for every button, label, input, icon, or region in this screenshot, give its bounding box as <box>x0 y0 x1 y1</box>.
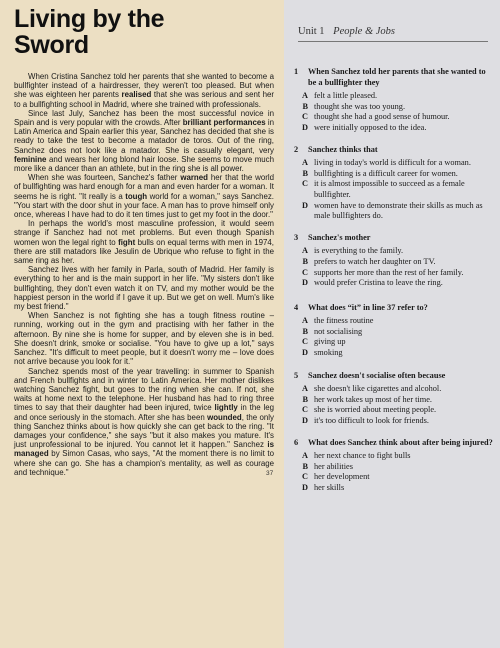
highlighted-word: brilliant performances <box>182 118 266 128</box>
answer-option <box>294 348 494 359</box>
text-run: by Simon Casas, who says, "At the moment there is no limit to where she can go. She has a champion's mentality, as well as courage and technique." <box>14 449 274 477</box>
option-text: the fitness routine <box>314 316 374 326</box>
article-body <box>14 72 274 477</box>
text-run: Sanchez lives with her family in Parla, south of Madrid. Her family is everything to her and is the main support in her life. "My sisters don't like bullfighting, they don't even watch it on TV, and my mother would be the happiest person in the world if I gave it up. But we get on well. Mum's like my best friend." <box>14 265 274 312</box>
option-letter: B <box>302 326 308 336</box>
line-number-marker: 37 <box>266 470 274 477</box>
question <box>294 67 494 134</box>
question-list <box>294 67 494 505</box>
answer-option <box>294 112 494 123</box>
option-letter: A <box>302 316 308 326</box>
option-letter: A <box>302 384 308 394</box>
unit-header <box>298 26 488 37</box>
text-run: When Sanchez is not fighting she has a tough fitness routine – running, working out in the gym and practising with her father in the afternoon. By nine she is home for supper, and by eleven she is in bed. She doesn't drink, smoke or socialise. "You have to give up a lot," says Sanchez. "It's difficult to meet people, but it doesn't worry me – love does not arrive because you look for it." <box>14 311 274 367</box>
answer-option <box>294 246 494 257</box>
question <box>294 303 494 359</box>
question-stem <box>294 438 494 449</box>
question-stem <box>294 303 494 314</box>
answer-option <box>294 462 494 473</box>
question-stem <box>294 233 494 244</box>
question <box>294 233 494 289</box>
option-text: felt a little pleased. <box>314 91 378 101</box>
option-letter: B <box>302 461 308 471</box>
option-letter: D <box>302 278 308 288</box>
unit-label: Unit 1 <box>298 26 325 37</box>
option-text: thought she had a good sense of humour. <box>314 112 450 122</box>
option-letter: D <box>302 200 308 210</box>
option-letter: D <box>302 416 308 426</box>
option-text: she doesn't like cigarettes and alcohol. <box>314 384 442 394</box>
option-text: her abilities <box>314 461 353 471</box>
option-letter: A <box>302 158 308 168</box>
highlighted-word: is managed <box>14 440 274 459</box>
question-number: 2 <box>294 144 299 154</box>
text-run: bulls on equal terms with men in 1974, there are still matadors like Jesulin de Ubrique who refuse to fight in the same ring as her. <box>14 237 274 266</box>
answer-option <box>294 91 494 102</box>
answer-option <box>294 472 494 483</box>
question-number: 4 <box>294 302 299 312</box>
answer-option <box>294 102 494 113</box>
highlighted-word: wounded <box>207 412 242 422</box>
question-number: 6 <box>294 437 299 447</box>
option-letter: A <box>302 451 308 461</box>
answer-option <box>294 416 494 427</box>
highlighted-word: feminine <box>14 154 47 164</box>
question-text: What does “it” in line 37 refer to? <box>308 302 428 312</box>
option-text: it is almost impossible to succeed as a female bullfighter. <box>314 179 465 199</box>
text-run: Since last July, Sanchez has been the most successful novice in Spain and is very popular with the crowds. After <box>14 108 274 128</box>
answer-option <box>294 483 494 494</box>
question-text: Sanchez doesn't socialise often because <box>308 370 446 380</box>
option-text: is everything to the family. <box>314 246 404 256</box>
question <box>294 145 494 222</box>
answer-option <box>294 257 494 268</box>
header-divider <box>298 41 488 42</box>
option-text: women have to demonstrate their skills as much as male bullfighters do. <box>314 200 483 221</box>
option-letter: D <box>302 122 308 132</box>
article-paragraph <box>14 265 274 311</box>
option-letter: B <box>302 256 308 266</box>
option-text: it's too difficult to look for friends. <box>314 416 429 426</box>
answer-option <box>294 316 494 327</box>
question-number: 5 <box>294 370 299 380</box>
option-text: bullfighting is a difficult career for women. <box>314 168 458 178</box>
question-number: 3 <box>294 232 299 242</box>
text-run: When she was fourteen, Sanchez's father <box>28 173 181 183</box>
answer-option <box>294 278 494 289</box>
text-run: world for a woman," says Sanchez. "You start with the door shut in your face. A man has to prove himself only once, whereas I have had to do it ten times just to get my foot in the door." <box>14 191 274 220</box>
answer-option <box>294 337 494 348</box>
answer-option <box>294 327 494 338</box>
text-run: Sanchez spends most of the year travelling: in summer to Spanish and French bullfights and in winter to Latin America. Her mother dislikes watching Sanchez fight, but goes to the ring when she can. If not, she waits at home next to the telephone. Her husband has had to ring three times to say that their daughter had been injured, twice <box>14 366 274 413</box>
article-title-line1: Living by the <box>14 5 165 33</box>
article-paragraph <box>14 72 274 109</box>
text-run: her that the world of bullfighting was hard enough for a man and even harder for a woman. It seems he is right. "It really is a <box>14 173 274 201</box>
option-letter: C <box>302 267 308 277</box>
option-text: prefers to watch her daughter on TV. <box>314 256 436 266</box>
option-text: she is worried about meeting people. <box>314 405 437 415</box>
option-text: her work takes up most of her time. <box>314 394 432 404</box>
question-text: Sanchez thinks that <box>308 144 378 154</box>
article-title-line2: Sword <box>14 31 89 59</box>
question <box>294 438 494 494</box>
question <box>294 371 494 427</box>
option-text: supports her more than the rest of her family. <box>314 267 464 277</box>
option-letter: C <box>302 472 308 482</box>
option-letter: D <box>302 348 308 358</box>
question-number: 1 <box>294 67 299 76</box>
option-text: smoking <box>314 348 343 358</box>
question-stem <box>294 145 494 156</box>
option-letter: A <box>302 91 308 101</box>
option-letter: B <box>302 168 308 178</box>
option-text: were initially opposed to the idea. <box>314 122 427 132</box>
option-letter: C <box>302 112 308 122</box>
option-text: not socialising <box>314 326 363 336</box>
article-title <box>14 6 164 58</box>
text-run: When Cristina Sanchez told her parents that she wanted to become a bullfighter instead of a hairdresser, they weren't too pleased. But when she was eighteen her parents <box>14 72 274 100</box>
answer-option <box>294 405 494 416</box>
option-text: giving up <box>314 337 346 347</box>
text-run: that she was serious and sent her to a bullfighting school in Madrid, where she trained with professionals. <box>14 90 275 109</box>
text-run: In perhaps the world's most masculine profession, it would seem strange if Sanchez had not met problems. But even though Spanish women won the legal right to <box>14 219 274 247</box>
option-letter: C <box>302 179 308 189</box>
answer-option <box>294 158 494 169</box>
option-letter: A <box>302 246 308 256</box>
answer-option <box>294 201 494 222</box>
question-text: Sanchez's mother <box>308 232 371 242</box>
question-text: What does Sanchez think about after being injured? <box>308 437 493 447</box>
text-run: and wears her long blond hair loose. She seems to move much more like a dancer than an athlete, but in the ring she is all power. <box>14 154 274 174</box>
option-letter: B <box>302 101 308 111</box>
text-run: in Latin America and Spain earlier this year, Sanchez has decided that she is ready to take the test to become a matador de toros. Out of the ring, Sanchez does not look like a matador. She is casually elegant, very <box>14 118 275 155</box>
option-text: her skills <box>314 483 345 492</box>
option-text: her development <box>314 472 370 482</box>
article-paragraph <box>14 173 274 219</box>
question-stem <box>294 371 494 382</box>
highlighted-word: realised <box>121 90 152 100</box>
option-letter: D <box>302 483 308 492</box>
option-letter: C <box>302 337 308 347</box>
highlighted-word: warned <box>180 173 208 183</box>
article-paragraph <box>14 311 274 366</box>
option-text: living in today's world is difficult for a woman. <box>314 158 471 168</box>
questions-panel <box>284 0 500 648</box>
question-stem <box>294 67 494 88</box>
question-text: When Sanchez told her parents that she wanted to be a bullfighter they <box>308 67 486 87</box>
answer-option <box>294 169 494 180</box>
option-letter: B <box>302 394 308 404</box>
highlighted-word: tough <box>125 191 148 201</box>
option-letter: C <box>302 405 308 415</box>
text-run: in the leg and once seriously in the stomach. After she has been <box>14 403 274 422</box>
answer-option <box>294 384 494 395</box>
answer-option <box>294 179 494 200</box>
option-text: her next chance to fight bulls <box>314 451 411 461</box>
answer-option <box>294 268 494 279</box>
option-text: thought she was too young. <box>314 101 406 111</box>
article-paragraph <box>14 219 274 265</box>
answer-option <box>294 451 494 462</box>
highlighted-word: fight <box>118 237 136 247</box>
text-run: , the only thing Sanchez thinks about is how quickly she can get back to the ring. "It damages your confidence," she says "but it also makes you mature. It's just unprofessional to be injured. You cannot let it happen." Sanchez <box>14 412 274 450</box>
article-paragraph <box>14 109 274 173</box>
highlighted-word: lightly <box>214 403 238 413</box>
unit-topic: People & Jobs <box>333 26 395 37</box>
article-paragraph <box>14 367 274 477</box>
answer-option <box>294 123 494 134</box>
option-text: would prefer Cristina to leave the ring. <box>314 278 443 288</box>
answer-option <box>294 395 494 406</box>
